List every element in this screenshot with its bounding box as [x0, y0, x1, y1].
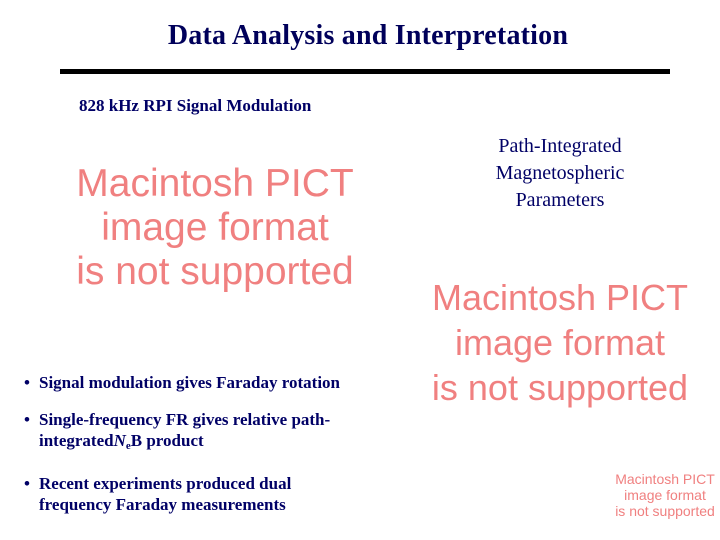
bullet-item	[24, 409, 414, 457]
bullet-marker: •	[24, 410, 30, 429]
placeholder-line-2: image format	[101, 206, 329, 249]
bullet-list	[24, 372, 414, 531]
bullet-text-line-2	[39, 430, 414, 457]
unsupported-image-placeholder-medium	[410, 277, 710, 415]
bullet-text-line-1: Single-frequency FR gives relative path-	[39, 410, 331, 429]
placeholder-line-1: Macintosh PICT	[615, 471, 715, 487]
bullet-marker: •	[24, 373, 30, 392]
unsupported-image-placeholder-small	[605, 472, 720, 520]
placeholder-line-2: image format	[454, 322, 666, 363]
placeholder-line-1: Macintosh PICT	[76, 162, 354, 205]
placeholder-line-3: is not supported	[431, 367, 689, 408]
side-heading	[470, 133, 650, 214]
bullet-marker: •	[24, 474, 30, 493]
figure-subtitle: 828 kHz RPI Signal Modulation	[79, 96, 312, 115]
placeholder-line-1: Macintosh PICT	[431, 277, 689, 318]
placeholder-line-3: is not supported	[76, 250, 354, 293]
placeholder-line-3: is not supported	[615, 503, 715, 519]
bullet-text-line-2: frequency Faraday measurements	[39, 495, 286, 514]
side-heading-line-3: Parameters	[515, 189, 605, 211]
bullet-item	[24, 473, 414, 515]
placeholder-line-2: image format	[624, 487, 706, 503]
side-heading-line-2: Magnetospheric	[495, 162, 625, 184]
electron-density-symbol: N	[113, 431, 126, 450]
bullet-text-line-1: Recent experiments produced dual	[39, 474, 292, 493]
bullet-text: Signal modulation gives Faraday rotation	[39, 373, 340, 392]
title-divider	[60, 69, 670, 74]
unsupported-image-placeholder-large	[15, 164, 415, 296]
bullet-item	[24, 372, 414, 393]
bullet-text-suffix: B product	[130, 431, 204, 450]
side-heading-line-1: Path-Integrated	[498, 135, 622, 157]
bullet-text-prefix: integrated	[39, 431, 114, 450]
electron-density-subscript: e	[125, 440, 131, 452]
slide-title: Data Analysis and Interpretation	[167, 20, 569, 51]
